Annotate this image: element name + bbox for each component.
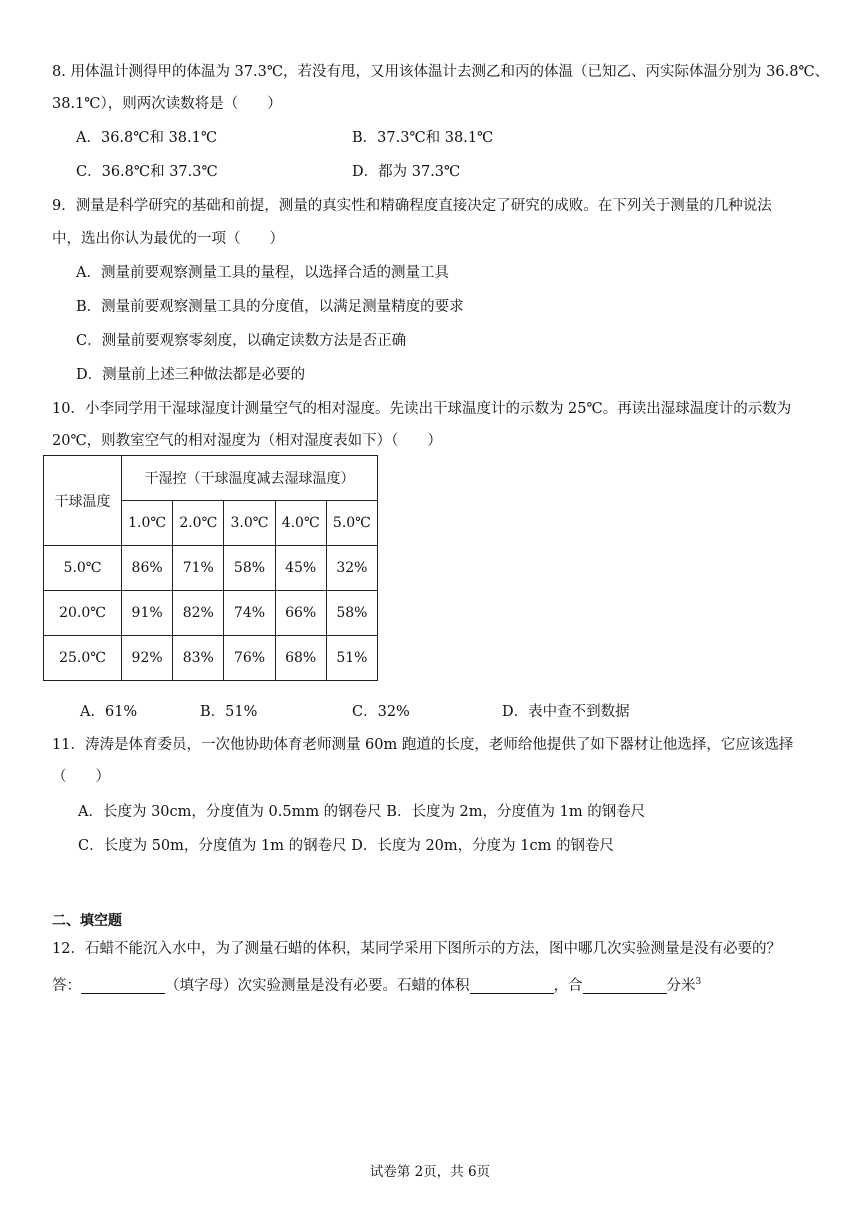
q10-stem-line2: 20℃，则教室空气的相对湿度为（相对湿度表如下）（ ） [52,433,442,449]
q8-option-b[interactable]: B．37.3℃和 38.1℃ [352,130,494,146]
q8-option-d[interactable]: D．都为 37.3℃ [352,164,461,180]
q9-option-c[interactable]: C．测量前要观察零刻度，以确定读数方法是否正确 [76,333,407,349]
table-cell: 86% [122,546,173,591]
q12-unit-superscript: 3 [695,977,702,987]
table-cell: 58% [224,546,275,591]
q12-blank-letters[interactable] [81,977,165,994]
table-row-label: 20.0℃ [44,591,122,636]
table-cell: 66% [275,591,326,636]
q12-answer-text2: ，合 [553,978,583,994]
q11-stem-line2: （ ） [52,769,110,785]
section-title: 二、填空题 [52,913,122,929]
table-row-label: 25.0℃ [44,636,122,681]
q11-options-ab[interactable]: A．长度为 30cm，分度值为 0.5mm 的钢卷尺 B．长度为 2m，分度值为 1m 的钢卷尺 [78,804,646,820]
table-cell: 76% [224,636,275,681]
table-cell: 91% [122,591,173,636]
q10-option-c[interactable]: C．32% [352,704,410,720]
q12-answer-text1: （填字母）次实验测量是没有必要。石蜡的体积 [165,978,470,994]
table-column-header: 1.0℃ [122,501,173,546]
table-cell: 51% [326,636,377,681]
table-column-header: 4.0℃ [275,501,326,546]
q8-option-a[interactable]: A．36.8℃和 38.1℃ [76,130,218,146]
q10-stem-line1: 10．小李同学用干湿球湿度计测量空气的相对湿度。先读出干球温度计的示数为 25℃。再读出湿球温度计的示数为 [52,401,792,417]
table-cell: 92% [122,636,173,681]
q8-option-c[interactable]: C．36.8℃和 37.3℃ [76,164,218,180]
table-cell: 82% [173,591,224,636]
q8-stem-line1: 8. 用体温计测得甲的体温为 37.3℃，若没有甩，又用该体温计去测乙和丙的体温（已知乙、丙实际体温分别为 36.8℃、 [52,64,830,80]
q11-stem-line1: 11．涛涛是体育委员，一次他协助体育老师测量 60m 跑道的长度，老师给他提供了如下器材让他选择，它应该选择 [52,737,794,753]
q12-answer-prefix: 答： [52,978,81,994]
table-cell: 71% [173,546,224,591]
q11-options-cd[interactable]: C．长度为 50m，分度值为 1m 的钢卷尺 D．长度为 20m，分度为 1cm 的钢卷尺 [78,838,614,854]
table-group-header: 干湿控（干球温度减去湿球温度） [122,456,378,501]
q9-stem-line1: 9．测量是科学研究的基础和前提，测量的真实性和精确程度直接决定了研究的成败。在下列关于测量的几种说法 [52,198,772,214]
table-column-header: 5.0℃ [326,501,377,546]
table-row [44,636,378,681]
q8-stem-line2: 38.1℃），则两次读数将是（ ） [52,96,282,112]
q12-blank-volume[interactable] [470,977,554,994]
table-row [44,546,378,591]
table-cell: 58% [326,591,377,636]
q9-stem-line2: 中，选出你认为最优的一项（ ） [52,231,284,247]
q9-option-a[interactable]: A．测量前要观察测量工具的量程，以选择合适的测量工具 [76,265,449,281]
table-row [44,591,378,636]
table-cell: 83% [173,636,224,681]
table-row-header: 干球温度 [44,456,122,546]
humidity-table [43,455,378,681]
table-cell: 68% [275,636,326,681]
table-column-header: 3.0℃ [224,501,275,546]
q9-option-b[interactable]: B．测量前要观察测量工具的分度值，以满足测量精度的要求 [76,299,464,315]
q12-stem-line1: 12．石蜡不能沉入水中，为了测量石蜡的体积，某同学采用下图所示的方法，图中哪几次实验测量是没有必要的？ [52,941,781,957]
page-footer: 试卷第 2页，共 6页 [369,1164,491,1180]
table-cell: 32% [326,546,377,591]
q12-blank-dm3[interactable] [583,977,667,994]
q12-unit: 分米 [666,978,696,994]
q10-option-d[interactable]: D．表中查不到数据 [502,704,630,720]
table-row-label: 5.0℃ [44,546,122,591]
q10-option-b[interactable]: B．51% [200,704,258,720]
table-cell: 74% [224,591,275,636]
table-column-header: 2.0℃ [173,501,224,546]
table-cell: 45% [275,546,326,591]
q12-answer-line [52,972,701,996]
q10-option-a[interactable]: A．61% [80,704,138,720]
q9-option-d[interactable]: D．测量前上述三种做法都是必要的 [76,367,306,383]
